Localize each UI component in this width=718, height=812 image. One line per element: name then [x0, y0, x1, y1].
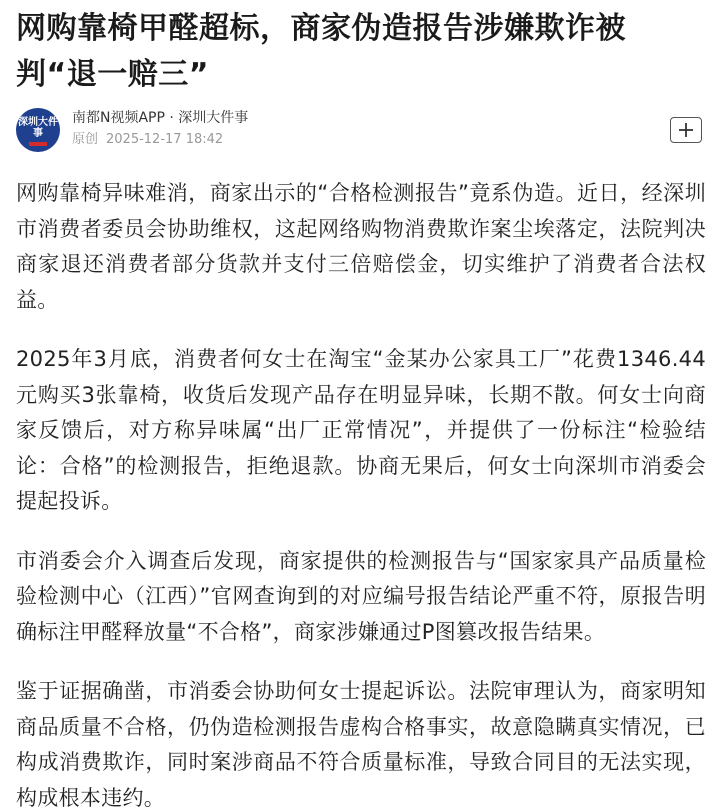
- publish-meta: [72, 131, 231, 148]
- avatar-logo-bar: [29, 142, 47, 146]
- author-row: [16, 108, 702, 152]
- publish-time: 2025-12-17 18:42: [106, 132, 224, 147]
- source-name[interactable]: 南都N视频APP · 深圳大件事: [72, 110, 249, 126]
- article-paragraph: 市消委会介入调查后发现，商家提供的检测报告与“国家家具产品质量检验检测中心（江西）”官网查询到的对应编号报告结论严重不符，原报告明确标注甲醛释放量“不合格”，商家涉嫌通过P图篡改报告结果。: [16, 548, 706, 644]
- follow-button[interactable]: [670, 117, 702, 143]
- source-avatar[interactable]: [16, 108, 60, 152]
- avatar-logo-text: 深圳大件事: [18, 117, 58, 139]
- article-title: 网购靠椅甲醛超标，商家伪造报告涉嫌欺诈被判“退一赔三”: [16, 11, 626, 92]
- article-paragraph: 2025年3月底，消费者何女士在淘宝“金某办公家具工厂”花费1346.44元购买3张靠椅，收货后发现产品存在明显异味，长期不散。何女士向商家反馈后，对方称异味属“出厂正常情况”，并提供了一份标注“检验结论：合格”的检测报告，拒绝退款。协商无果后，何女士向深圳市消委会提起投诉。: [16, 347, 706, 513]
- article-paragraph: 网购靠椅异味难消，商家出示的“合格检测报告”竟系伪造。近日，经深圳市消费者委员会协助维权，这起网络购物消费欺诈案尘埃落定，法院判决商家退还消费者部分货款并支付三倍赔偿金，切实维护了消费者合法权益。: [16, 181, 706, 312]
- article-paragraph: 鉴于证据确凿，市消委会协助何女士提起诉讼。法院审理认为，商家明知商品质量不合格，仍伪造检测报告虚构合格事实，故意隐瞒真实情况，已构成消费欺诈，同时案涉商品不符合质量标准，导致合同目的无法实现，构成根本违约。: [16, 679, 706, 810]
- original-label: 原创: [72, 132, 99, 147]
- article-body: [16, 176, 706, 812]
- plus-icon: [678, 122, 694, 138]
